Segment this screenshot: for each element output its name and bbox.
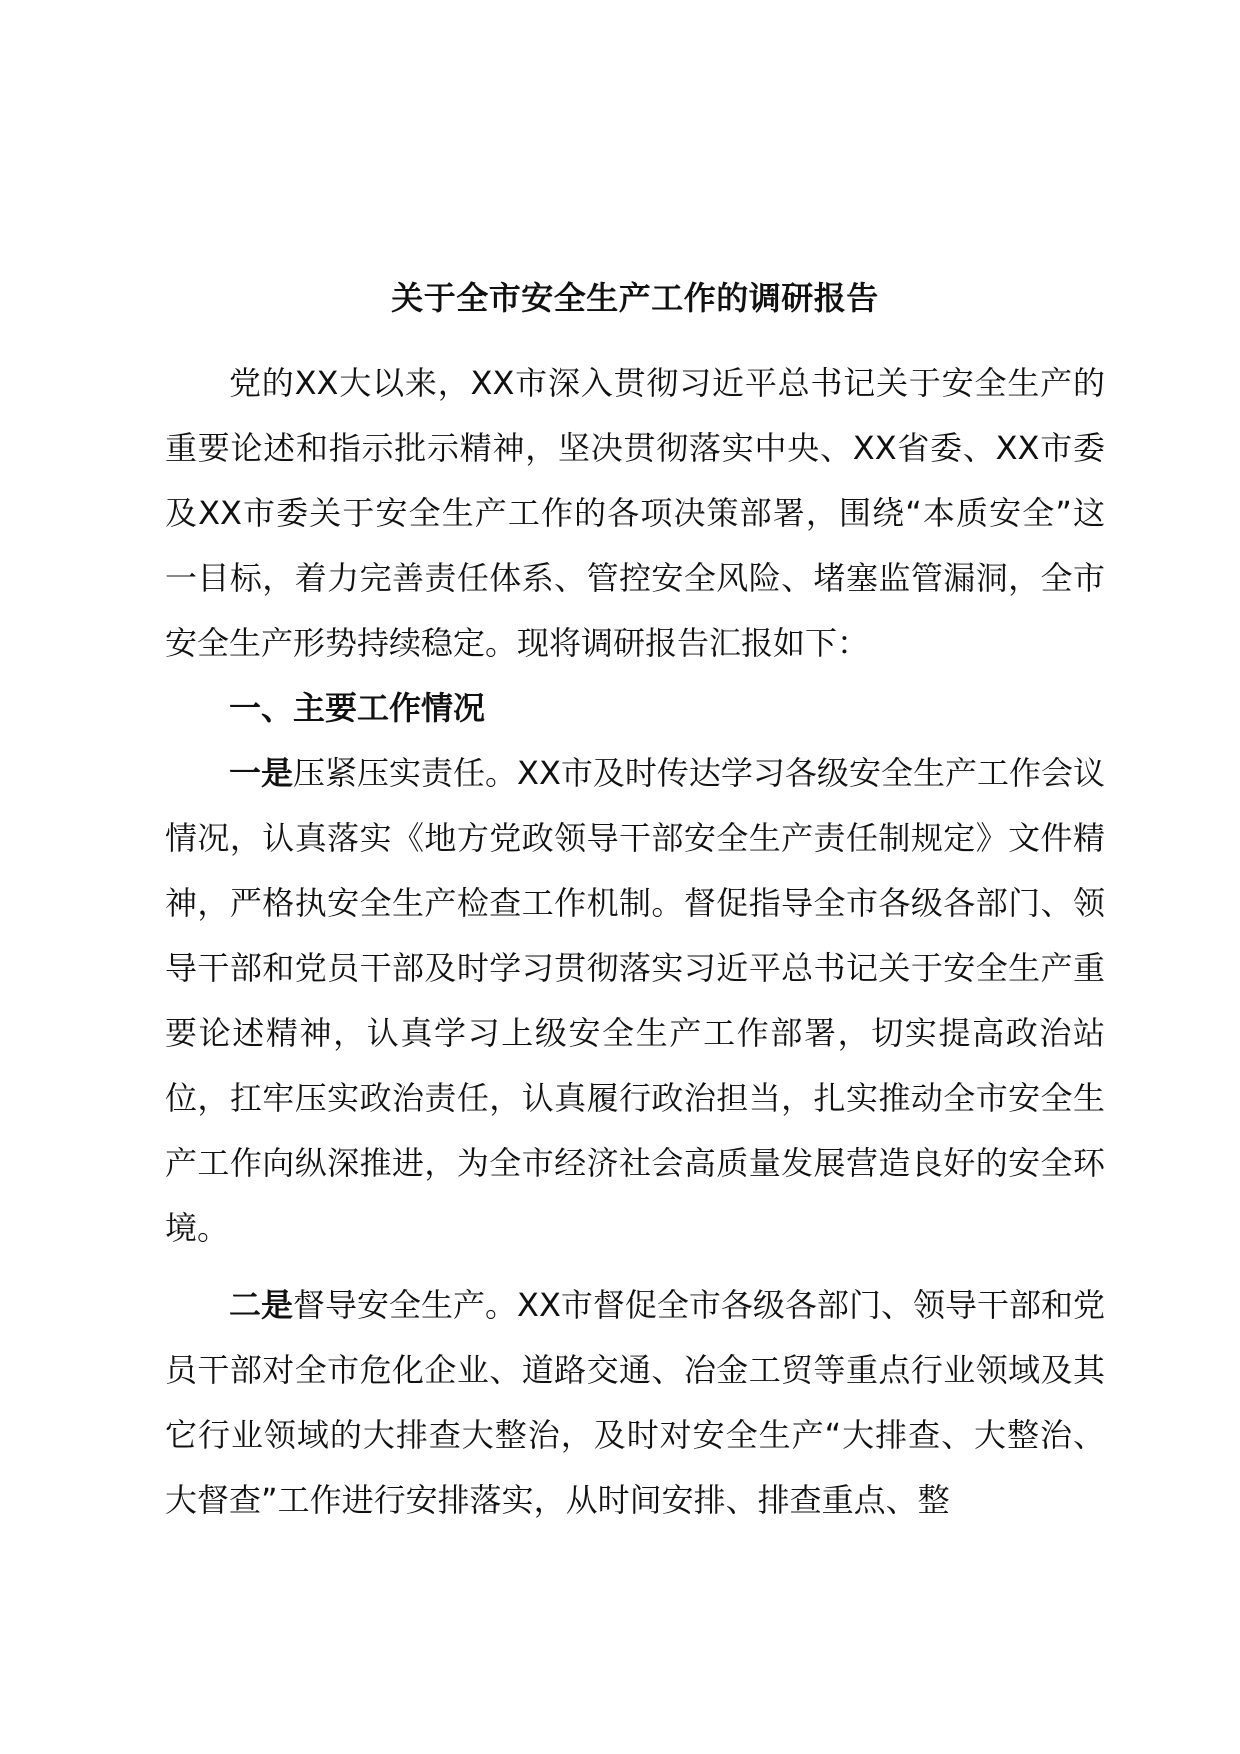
item-lead-2: 二是 [229,1286,294,1324]
document-page [165,276,1105,1533]
item-paragraph-2 [165,1273,1105,1533]
item-lead-1: 一是 [229,754,294,792]
document-title: 关于全市安全生产工作的调研报告 [391,279,879,317]
item-text-2: 督导安全生产。XX市督促全市各级各部门、领导干部和党员干部对全市危化企业、道路交通、冶金工贸等重点行业领域及其它行业领域的大排查大整治，及时对安全生产“大排查、大整治、大督查”工作进行安排落实，从时间安排、排查重点、整 [165,1286,1105,1519]
item-text-1: 压紧压实责任。XX市及时传达学习各级安全生产工作会议情况，认真落实《地方党政领导干部安全生产责任制规定》文件精神，严格执安全生产检查工作机制。督促指导全市各级各部门、领导干部和党员干部及时学习贯彻落实习近平总书记关于安全生产重要论述精神，认真学习上级安全生产工作部署，切实提高政治站位，扛牢压实政治责任，认真履行政治担当，扎实推动全市安全生产工作向纵深推进，为全市经济社会高质量发展营造良好的安全环境。 [165,754,1105,1247]
section-heading: 一、主要工作情况 [229,689,486,727]
item-paragraph-1 [165,741,1105,1261]
intro-paragraph: 党的XX大以来，XX市深入贯彻习近平总书记关于安全生产的重要论述和指示批示精神，坚决贯彻落实中央、XX省委、XX市委及XX市委关于安全生产工作的各项决策部署，围绕“本质安全”这一目标，着力完善责任体系、管控安全风险、堵塞监管漏洞，全市安全生产形势持续稳定。现将调研报告汇报如下： [165,364,1105,662]
